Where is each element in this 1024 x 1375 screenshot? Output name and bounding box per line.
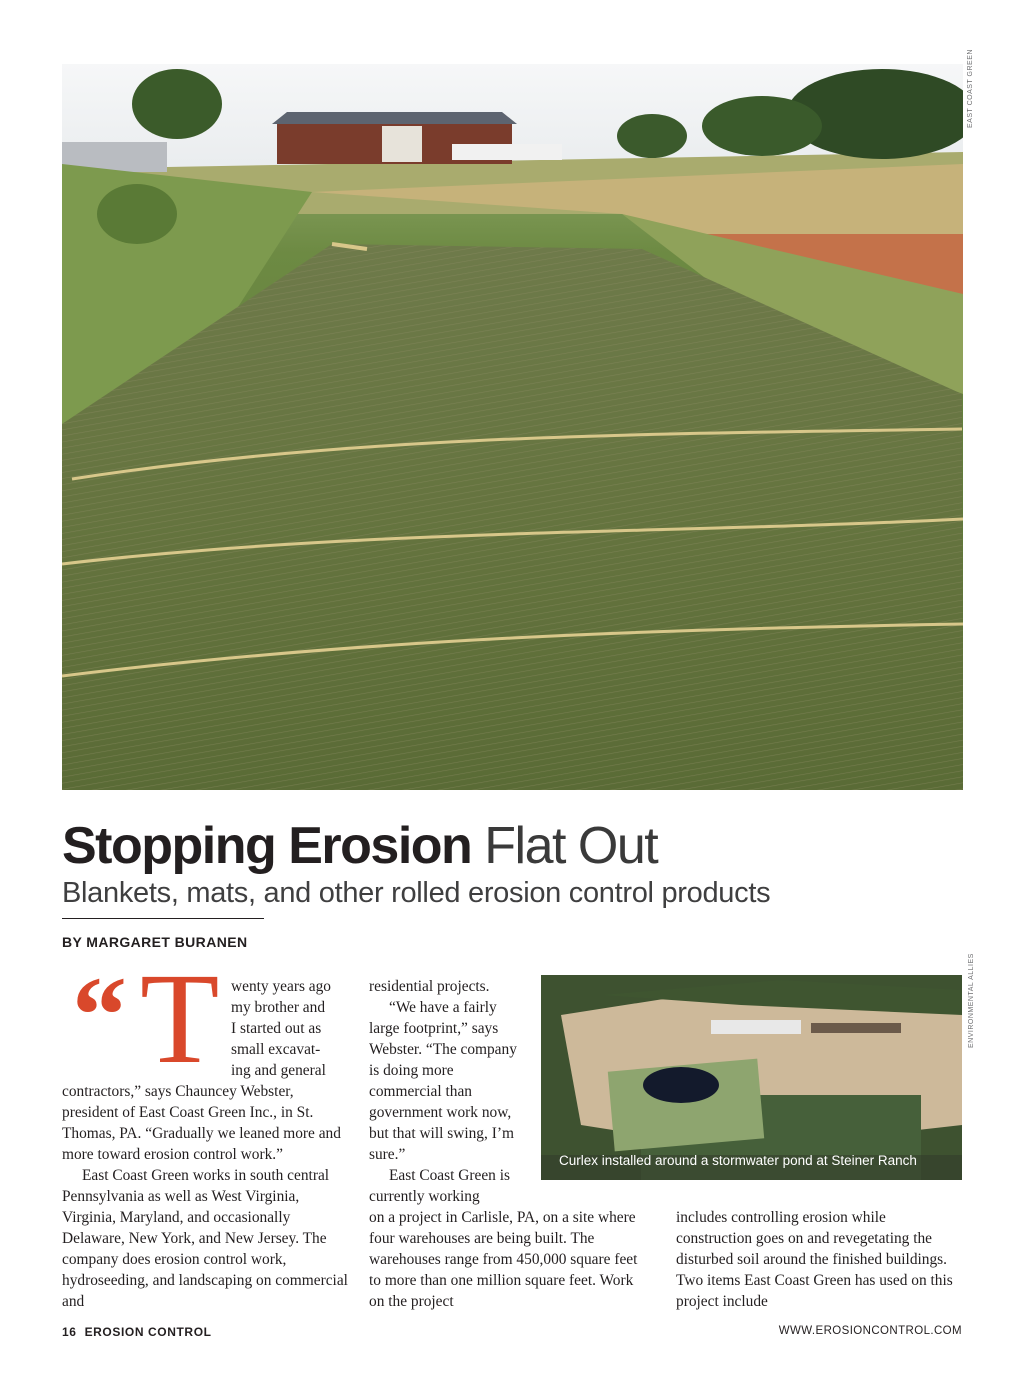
column3-text: includes controlling erosion while construction goes on and revegetating the disturbed soil around the finished buildings. Two items East Coast Green has used on this project include bbox=[676, 1209, 953, 1310]
column-1 bbox=[62, 1081, 352, 1312]
drop-cap bbox=[72, 947, 232, 1091]
hero-photo bbox=[62, 64, 963, 790]
inset-caption: Curlex installed around a stormwater pond at Steiner Ranch bbox=[559, 1153, 917, 1168]
column2-para3-top: East Coast Green is currently working bbox=[369, 1167, 510, 1205]
inset-photo-credit: ENVIRONMENTAL ALLIES bbox=[968, 953, 975, 1048]
drop-cap-letter: T bbox=[140, 947, 220, 1091]
cap-line: I started out as bbox=[231, 1020, 322, 1037]
cap-line: ing and general bbox=[231, 1062, 326, 1079]
hero-photo-illustration bbox=[62, 64, 963, 790]
headline-bold: Stopping Erosion bbox=[62, 817, 472, 875]
column-2-bottom bbox=[369, 1207, 644, 1312]
hero-photo-credit: EAST COAST GREEN bbox=[967, 49, 974, 128]
column2-para2: “We have a fairly large footprint,” says Webster. “The company is doing more commercial than government work now, but that will swing, I’m sure.” bbox=[369, 999, 517, 1163]
headline-light: Flat Out bbox=[484, 817, 658, 875]
cap-line: small excavat- bbox=[231, 1041, 321, 1058]
page-number: 16 bbox=[62, 1325, 77, 1339]
article-headline bbox=[62, 815, 657, 877]
column-2-top bbox=[369, 976, 529, 1207]
column1-cap-lines bbox=[231, 976, 361, 1081]
column-3 bbox=[676, 1207, 961, 1312]
column1-para2: East Coast Green works in south central Pennsylvania as well as West Virginia, Virginia, Maryland, and occasionally Delaware, New York, and New Jersey. The company does erosion control work, hydroseeding, and landscaping on commercial and bbox=[62, 1167, 348, 1310]
column2-para3-bottom: on a project in Carlisle, PA, on a site where four warehouses are being built. The warehouses range from 450,000 square feet to more than one million square feet. Work on the project bbox=[369, 1209, 638, 1310]
drop-cap-quote: “ bbox=[72, 954, 127, 1076]
column1-para1: contractors,” says Chauncey Webster, president of East Coast Green Inc., in St. Thomas, PA. “Gradually we leaned more and more toward erosion control work.” bbox=[62, 1083, 341, 1163]
footer-left bbox=[62, 1325, 212, 1339]
cap-line: my brother and bbox=[231, 999, 326, 1016]
byline: BY MARGARET BURANEN bbox=[62, 934, 248, 950]
footer-url: WWW.EROSIONCONTROL.COM bbox=[778, 1325, 962, 1337]
article-subhead: Blankets, mats, and other rolled erosion control products bbox=[62, 877, 771, 909]
title-divider bbox=[62, 918, 264, 919]
inset-photo-illustration bbox=[541, 975, 962, 1180]
column2-para1: residential projects. bbox=[369, 978, 490, 995]
inset-photo bbox=[541, 975, 962, 1180]
magazine-name: EROSION CONTROL bbox=[84, 1325, 212, 1339]
cap-line: wenty years ago bbox=[231, 978, 332, 995]
